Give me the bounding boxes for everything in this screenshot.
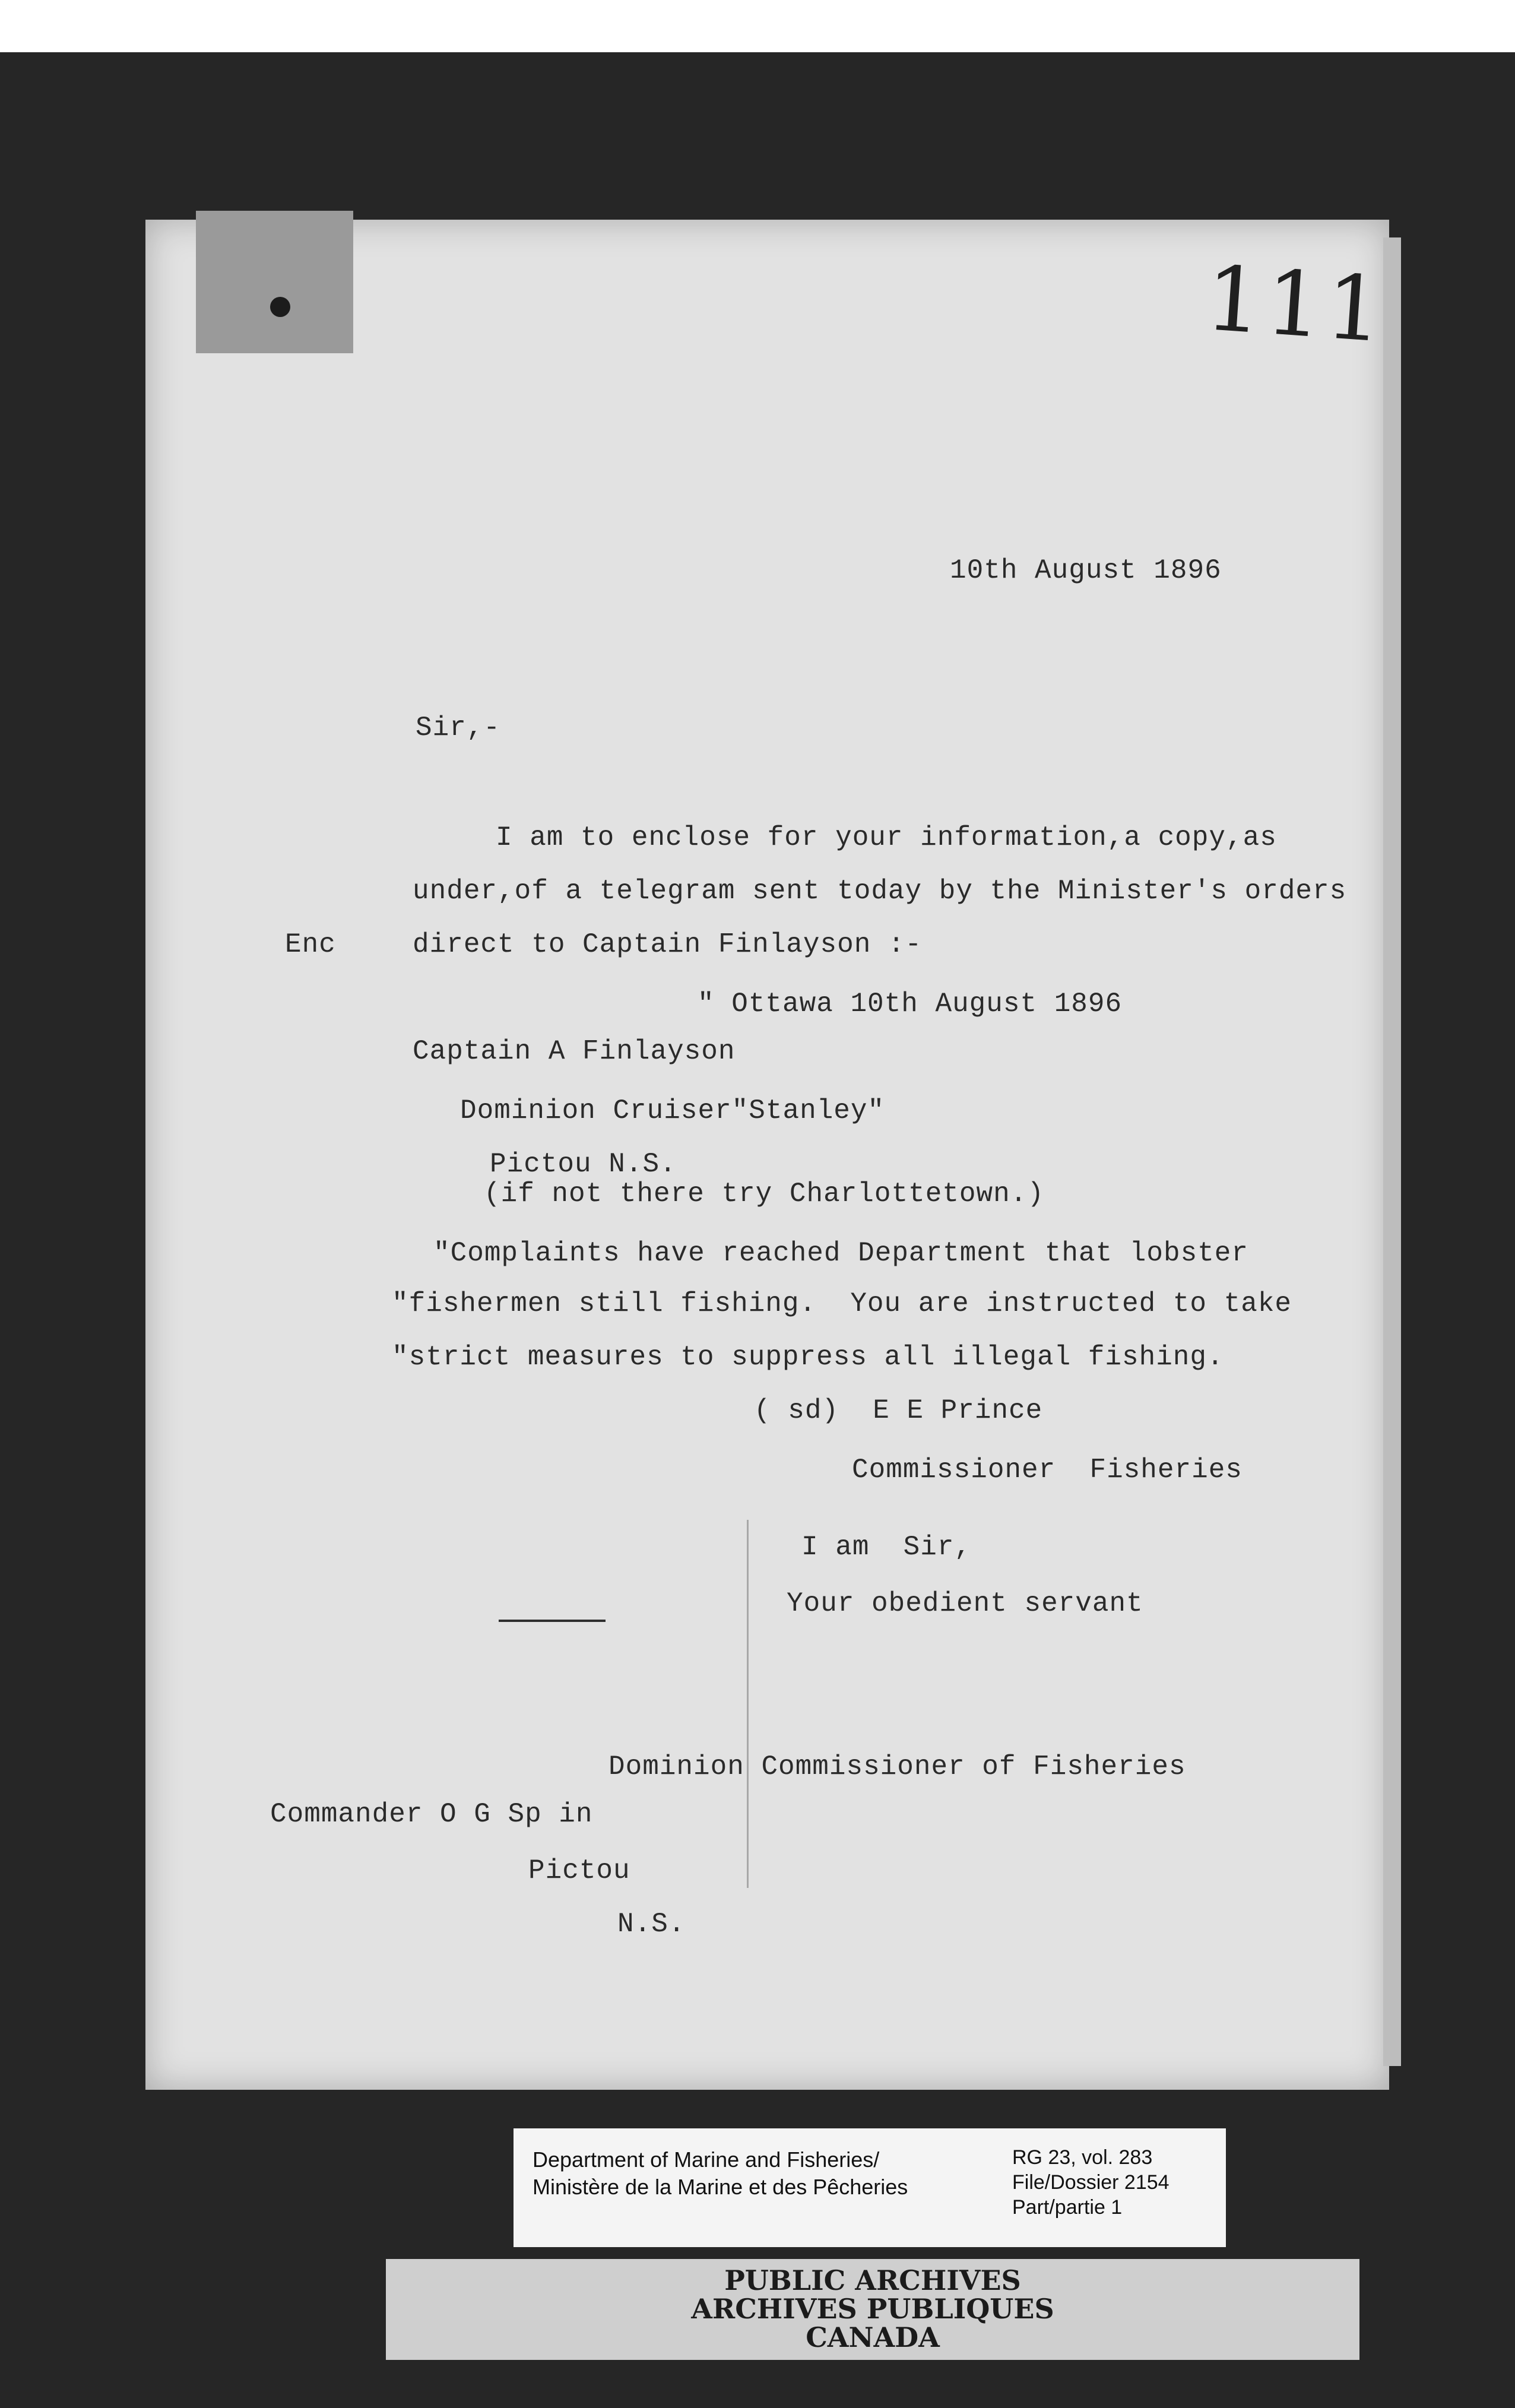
sender-title: Dominion Commissioner of Fisheries xyxy=(608,1751,1186,1782)
stamp-line-1: PUBLIC ARCHIVES xyxy=(724,2264,1021,2296)
telegram-vessel: Dominion Cruiser"Stanley" xyxy=(460,1095,885,1126)
archive-label-department-fr: Ministère de la Marine et des Pêcheries xyxy=(533,2175,908,2199)
telegram-signer-title: Commissioner Fisheries xyxy=(852,1455,1243,1485)
handwritten-page-number xyxy=(1201,247,1281,370)
archive-label-file: File/Dossier 2154 xyxy=(1012,2171,1169,2194)
telegram-alternate: (if not there try Charlottetown.) xyxy=(484,1178,1044,1209)
addressee-town: Pictou xyxy=(528,1855,630,1886)
closing-line-1: I am Sir, xyxy=(801,1532,972,1563)
corner-patch xyxy=(196,211,353,353)
telegram-place-date: " Ottawa 10th August 1896 xyxy=(698,988,1123,1019)
telegram-signature: ( sd) E E Prince xyxy=(754,1395,1043,1426)
margin-note-enc: Enc xyxy=(285,929,336,960)
telegram-message-line-2: "fishermen still fishing. You are instructed to take xyxy=(392,1288,1292,1319)
sheet-edge xyxy=(1383,237,1401,2066)
archive-label-rg: RG 23, vol. 283 xyxy=(1012,2146,1153,2169)
addressee-province: N.S. xyxy=(617,1909,686,1940)
archive-label-reference xyxy=(1012,2145,1169,2220)
telegram-location: Pictou N.S. xyxy=(490,1149,677,1180)
letter-date: 10th August 1896 xyxy=(950,555,1222,586)
public-archives-stamp xyxy=(386,2259,1359,2360)
addressee-name: Commander O G Sp in xyxy=(270,1799,593,1830)
archive-label-department xyxy=(533,2146,908,2201)
stamp-line-3: CANADA xyxy=(806,2321,940,2353)
salutation: Sir,- xyxy=(416,712,501,743)
closing-line-2: Your obedient servant xyxy=(787,1588,1143,1619)
archive-label-department-en: Department of Marine and Fisheries/ xyxy=(533,2147,880,2172)
telegram-message-line-1: "Complaints have reached Department that lobster xyxy=(433,1238,1249,1269)
signature-rule xyxy=(499,1620,606,1622)
archive-label-part: Part/partie 1 xyxy=(1012,2196,1123,2219)
telegram-recipient: Captain A Finlayson xyxy=(413,1036,736,1067)
stamp-line-2: ARCHIVES PUBLIQUES xyxy=(691,2293,1054,2325)
telegram-message-line-3: "strict measures to suppress all illegal fishing. xyxy=(392,1342,1224,1373)
punch-hole xyxy=(270,297,290,317)
fold-line xyxy=(747,1520,749,1888)
body-line-1: I am to enclose for your information,a copy,as xyxy=(496,822,1277,853)
archive-reference-label xyxy=(514,2128,1226,2247)
body-line-3: direct to Captain Finlayson :- xyxy=(413,929,923,960)
body-line-2: under,of a telegram sent today by the Minister's orders xyxy=(413,876,1347,907)
